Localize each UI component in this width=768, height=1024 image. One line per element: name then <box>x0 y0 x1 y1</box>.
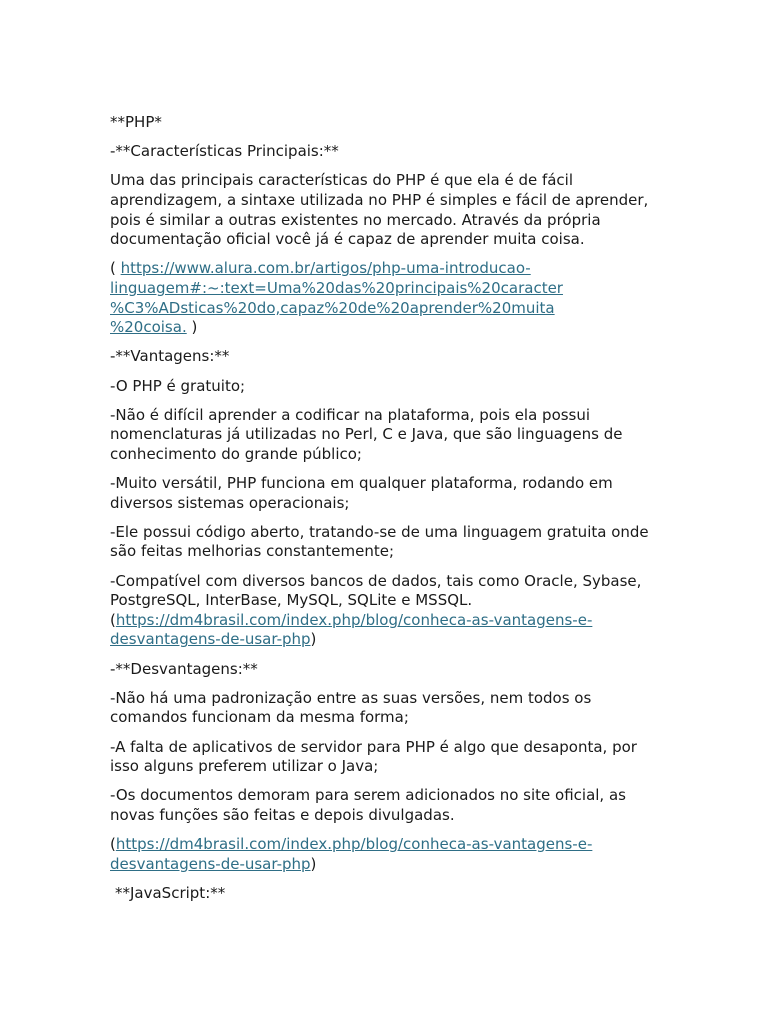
vantagem-item: -O PHP é gratuito; <box>110 376 246 395</box>
paren-open: ( <box>110 610 116 629</box>
source-link-2-part[interactable]: desvantagens-de-usar-php <box>110 630 311 649</box>
source-link-3[interactable] <box>110 835 592 873</box>
source-link-3-part[interactable]: https://dm4brasil.com/index.php/blog/conheca-as-vantagens-e- <box>115 835 593 854</box>
vantagens-heading: -**Vantagens:** <box>110 347 230 366</box>
source-link-1-part[interactable]: linguagem#:~:text=Uma%20das%20principais%20caracter <box>110 278 563 297</box>
vantagem-item: -Não é difícil aprender a codificar na plataforma, pois ela possui nomenclaturas já utilizadas no Perl, C e Java, que são linguagens de conhecimento do grande público; <box>110 405 623 463</box>
php-heading: **PHP* <box>110 113 162 131</box>
desvantagem-item: -Não há uma padronização entre as suas versões, nem todos os comandos funcionam da mesma forma; <box>110 688 592 727</box>
source-link-1-part[interactable]: %20coisa. <box>110 318 187 337</box>
caracteristicas-paragraph: Uma das principais características do PHP é que ela é de fácil aprendizagem, a sintaxe utilizada no PHP é simples e fácil de aprender, pois é similar a outras existentes no mercado. Através da própria documentação oficial você já é capaz de aprender muita coisa. <box>110 171 649 249</box>
javascript-heading: **JavaScript:** <box>115 883 226 902</box>
source-citation-3 <box>110 835 670 874</box>
vantagem-item: -Muito versátil, PHP funciona em qualquer plataforma, rodando em diversos sistemas operacionais; <box>110 474 613 512</box>
source-link-2-part[interactable]: https://dm4brasil.com/index.php/blog/conheca-as-vantagens-e- <box>115 610 593 629</box>
source-link-1[interactable] <box>110 259 563 336</box>
desvantagens-heading: -**Desvantagens:** <box>110 659 258 678</box>
source-link-3-part[interactable]: desvantagens-de-usar-php <box>110 854 311 873</box>
source-citation-1 <box>110 259 670 337</box>
paren-open: ( <box>110 259 121 278</box>
paren-close: ) <box>310 630 317 649</box>
vantagem-item: -Compatível com diversos bancos de dados, tais como Oracle, Sybase, PostgreSQL, InterBase, MySQL, SQLite e MSSQL. <box>110 571 642 610</box>
paren-close: ) <box>186 318 198 337</box>
document-page <box>110 113 670 913</box>
source-link-1-part[interactable]: %C3%ADsticas%20do,capaz%20de%20aprender%20muita <box>110 298 555 317</box>
source-link-2[interactable] <box>110 611 592 649</box>
caracteristicas-heading: -**Características Principais:** <box>110 142 339 161</box>
paren-open: ( <box>110 835 116 854</box>
vantagem-item: -Ele possui código aberto, tratando-se de uma linguagem gratuita onde são feitas melhorias constantemente; <box>110 522 649 561</box>
source-link-1-part[interactable]: https://www.alura.com.br/artigos/php-uma-introducao- <box>120 259 531 278</box>
vantagem-item-with-source <box>110 572 670 650</box>
desvantagem-item: -A falta de aplicativos de servidor para PHP é algo que desaponta, por isso alguns preferem utilizar o Java; <box>110 737 637 776</box>
desvantagem-item: -Os documentos demoram para serem adicionados no site oficial, as novas funções são feitas e depois divulgadas. <box>110 786 626 824</box>
paren-close: ) <box>310 854 317 873</box>
